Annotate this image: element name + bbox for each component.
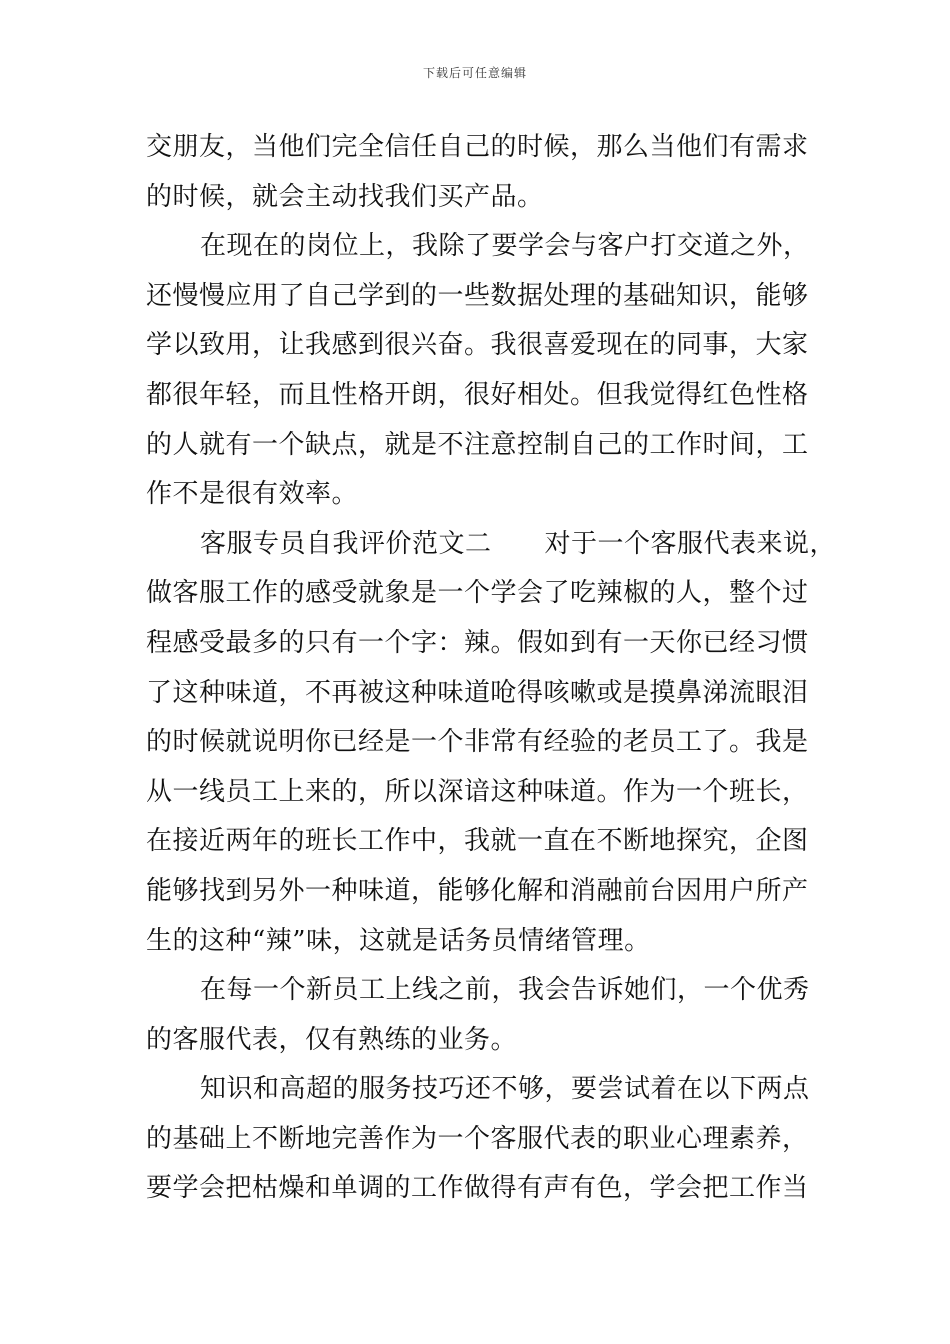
text-line: 能够找到另外一种味道，能够化解和消融前台因用户所产	[146, 875, 809, 906]
text-line: 的时候就说明你已经是一个非常有经验的老员工了。我是	[146, 727, 809, 758]
text-line: 的人就有一个缺点，就是不注意控制自己的工作时间，工	[146, 429, 809, 460]
text-line: 的基础上不断地完善作为一个客服代表的职业心理素养，	[146, 1123, 809, 1154]
paragraph-start-line: 客服专员自我评价范文二 对于一个客服代表来说，	[200, 528, 837, 559]
text-line: 作不是很有效率。	[146, 479, 359, 510]
text-line: 都很年轻，而且性格开朗，很好相处。但我觉得红色性格	[146, 379, 809, 410]
text-line: 学以致用，让我感到很兴奋。我很喜爱现在的同事，大家	[146, 330, 809, 361]
text-line: 生的这种“辣”味，这就是话务员情绪管理。	[146, 925, 651, 956]
document-body	[146, 123, 837, 1214]
text-line: 程感受最多的只有一个字：辣。假如到有一天你已经习惯	[146, 627, 809, 658]
paragraph-start-line: 知识和高超的服务技巧还不够，要尝试着在以下两点	[200, 1074, 810, 1105]
paragraph-start-line: 在每一个新员工上线之前，我会告诉她们，一个优秀	[200, 975, 810, 1006]
page-header-note: 下载后可任意编辑	[422, 66, 527, 80]
text-line: 在接近两年的班长工作中，我就一直在不断地探究，企图	[146, 826, 809, 857]
text-line: 了这种味道，不再被这种味道呛得咳嗽或是摸鼻涕流眼泪	[146, 677, 809, 708]
text-line: 还慢慢应用了自己学到的一些数据处理的基础知识，能够	[146, 280, 809, 311]
text-line: 交朋友，当他们完全信任自己的时候，那么当他们有需求	[146, 132, 809, 162]
text-line: 要学会把枯燥和单调的工作做得有声有色，学会把工作当	[146, 1173, 809, 1204]
text-line: 的时候，就会主动找我们买产品。	[146, 181, 544, 212]
paragraph-start-line: 在现在的岗位上，我除了要学会与客户打交道之外，	[200, 231, 810, 262]
text-line: 做客服工作的感受就象是一个学会了吃辣椒的人，整个过	[146, 578, 809, 609]
text-line: 的客服代表，仅有熟练的业务。	[146, 1024, 518, 1055]
text-line: 从一线员工上来的，所以深谙这种味道。作为一个班长，	[146, 776, 809, 807]
